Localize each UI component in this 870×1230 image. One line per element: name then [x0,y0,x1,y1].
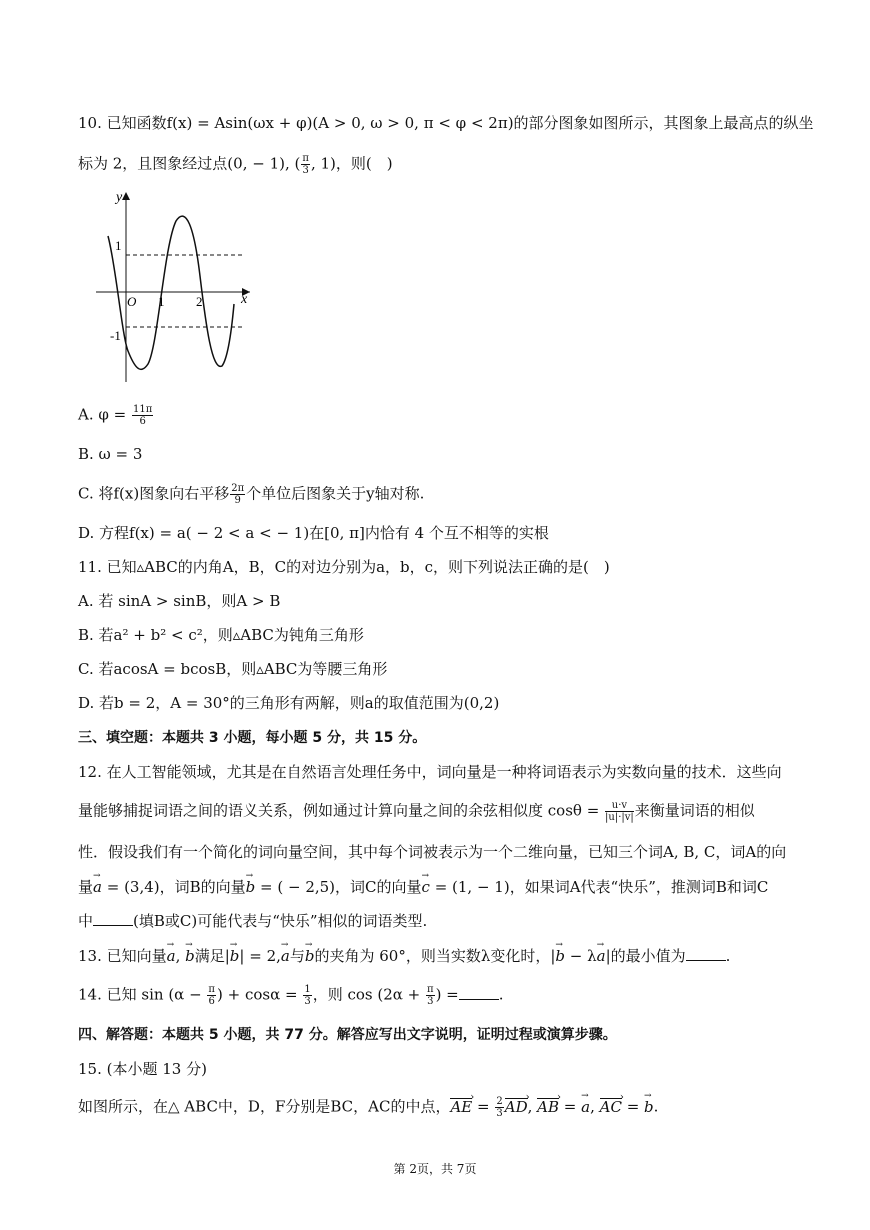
q10-stem-line1: 10. 已知函数f(x) = Asin(ωx + φ)(A > 0, ω > 0, π < φ < 2π)的部分图象如图所示，其图象上最高点的纵坐 [78,114,814,132]
q12-text: = (1, − 1)，如果词A代表“快乐”，推测词B和词C [429,878,769,896]
q15-text: 如图所示，在△ ABC中，D，F分别是BC，AC的中点， [78,1097,451,1116]
denominator: 3 [304,996,311,1007]
q10-sine-graph [96,186,266,386]
fraction [230,483,245,506]
q10-option-b: B. ω = 3 [78,445,143,463]
q12-line4 [78,877,768,897]
q12-text: 中 [78,912,94,930]
q10-option-c [78,483,424,506]
q15-text: = [472,1097,495,1116]
denominator: 3 [427,996,434,1007]
q13-stem [78,946,730,966]
x-tick-1: 1 [158,294,165,309]
answer-blank[interactable] [93,911,133,926]
numerator: 1 [304,984,311,995]
q14-text: ) + cosα = [216,985,303,1004]
fraction [303,984,311,1007]
q11-option-d: D. 若b = 2，A = 30°的三角形有两解，则a的取值范围为(0,2) [78,694,500,712]
section-3-heading: 三、填空题：本题共 3 小题，每小题 5 分，共 15 分。 [78,730,427,746]
q15-text: . [653,1097,659,1116]
q15-text: = [559,1097,582,1116]
vector-c: → c [422,877,430,897]
fraction [132,404,153,427]
vector-AC: AC › [600,1098,622,1115]
option-text: A. φ = [78,405,131,424]
numerator: π [208,984,215,995]
x-axis-label: x [241,292,248,307]
q10-option-d: D. 方程f(x) = a( − 2 < a < − 1)在[0, π]内恰有 4 个互不相等的实根 [78,524,549,542]
q12-text: (填B或C)可能代表与“快乐”相似的词语类型. [133,912,428,930]
q15-text: , [527,1097,538,1116]
denominator: 6 [139,416,146,427]
q13-text: , [175,947,186,965]
q13-text: − λ [565,947,597,965]
q12-line1: 12. 在人工智能领域，尤其是在自然语言处理任务中，词向量是一种将词语表示为实数向量的技术．这些向 [78,763,782,781]
q13-text: 满足| [194,947,230,965]
vector-a: → a [93,877,102,897]
numerator: 2π [231,483,245,494]
fraction [495,1096,503,1119]
q14-stem [78,984,504,1007]
q12-line2 [78,800,755,823]
q13-text: 13. 已知向量 [78,947,167,965]
y-axis-label: y [116,190,123,205]
q13-text: |的最小值为 [605,947,686,965]
vector-a: → a [597,946,606,966]
q13-text: 与 [289,947,305,965]
vector-b: → b [185,946,195,966]
q12-text: = (3,4)，词B的向量 [101,878,246,896]
q15-text: = [621,1097,645,1116]
fraction [426,984,435,1007]
q14-text: ) = [435,985,459,1004]
denominator: |u|·|v| [605,812,634,823]
q15-title: 15. (本小题 13 分) [78,1060,207,1078]
vector-b: → b [555,946,565,966]
vector-AB: AB › [537,1098,559,1115]
page-footer: 第 2页，共 7页 [393,1162,477,1176]
denominator: 6 [208,996,215,1007]
q14-text: . [498,985,504,1004]
fraction [207,984,216,1007]
y-tick-1: 1 [115,238,122,253]
q13-text: . [725,947,731,965]
option-text: 个单位后图象关于y轴对称. [246,484,425,503]
q12-text: 来衡量词语的相似 [634,801,755,820]
numerator: 2 [496,1096,503,1107]
denominator: 9 [234,495,241,506]
q11-option-b: B. 若a² + b² < c²，则▵ABC为钝角三角形 [78,626,364,644]
vector-a: → a [281,946,290,966]
answer-blank[interactable] [686,946,726,961]
vector-b: → b [644,1097,654,1117]
q14-text: 14. 已知 sin (α − [78,985,207,1004]
fraction [301,153,310,176]
q12-text: 量能够捕捉词语之间的语义关系，例如通过计算向量之间的余弦相似度 cosθ = [78,801,605,820]
vector-AD: AD › [505,1098,528,1115]
numerator: π [426,984,434,995]
q10-stem-line2 [78,153,393,176]
q15-text: , [590,1097,600,1116]
q12-line5 [78,911,427,931]
answer-blank[interactable] [459,985,499,1000]
vector-a: → a [167,946,176,966]
vector-AE: AE › [450,1098,472,1115]
q13-text: 的夹角为 60°，则当实数λ变化时，| [314,947,556,965]
vector-b: → b [246,877,256,897]
numerator: π [302,153,309,164]
vector-b: → b [230,946,240,966]
denominator: 3 [302,165,309,176]
q15-stem [78,1096,658,1119]
q12-line3: 性．假设我们有一个简化的词向量空间，其中每个词被表示为一个二维向量，已知三个词A, B, C，词A的向 [78,843,787,861]
section-4-heading: 四、解答题：本题共 5 小题，共 77 分。解答应写出文字说明，证明过程或演算步骤。 [78,1027,617,1043]
q11-option-c: C. 若acosA = bcosB，则▵ABC为等腰三角形 [78,660,388,678]
q12-text: = ( − 2,5)，词C的向量 [255,878,422,896]
q10-option-a [78,404,154,427]
q13-text: | = 2, [239,947,281,965]
q10-text: , 1)，则( ) [310,154,393,173]
q14-text: ，则 cos (2α + [312,985,425,1004]
q11-option-a: A. 若 sinA > sinB，则A > B [78,592,281,610]
q11-stem: 11. 已知▵ABC的内角A，B，C的对边分别为a，b，c，则下列说法正确的是( ) [78,558,610,576]
option-text: C. 将f(x)图象向右平移 [78,484,230,503]
q10-text: 标为 2，且图象经过点(0, − 1), ( [78,154,301,173]
x-tick-2: 2 [196,294,203,309]
y-tick-neg1: -1 [110,328,121,343]
y-axis-arrow [122,192,130,200]
origin-label: O [127,294,137,309]
cosine-fraction [605,800,634,823]
denominator: 3 [496,1108,503,1119]
q12-text: 量 [78,878,94,896]
vector-b: → b [305,946,315,966]
numerator: u·v [605,800,634,812]
vector-a: → a [581,1097,590,1117]
numerator: 11π [132,404,153,415]
sine-curve [108,216,234,369]
